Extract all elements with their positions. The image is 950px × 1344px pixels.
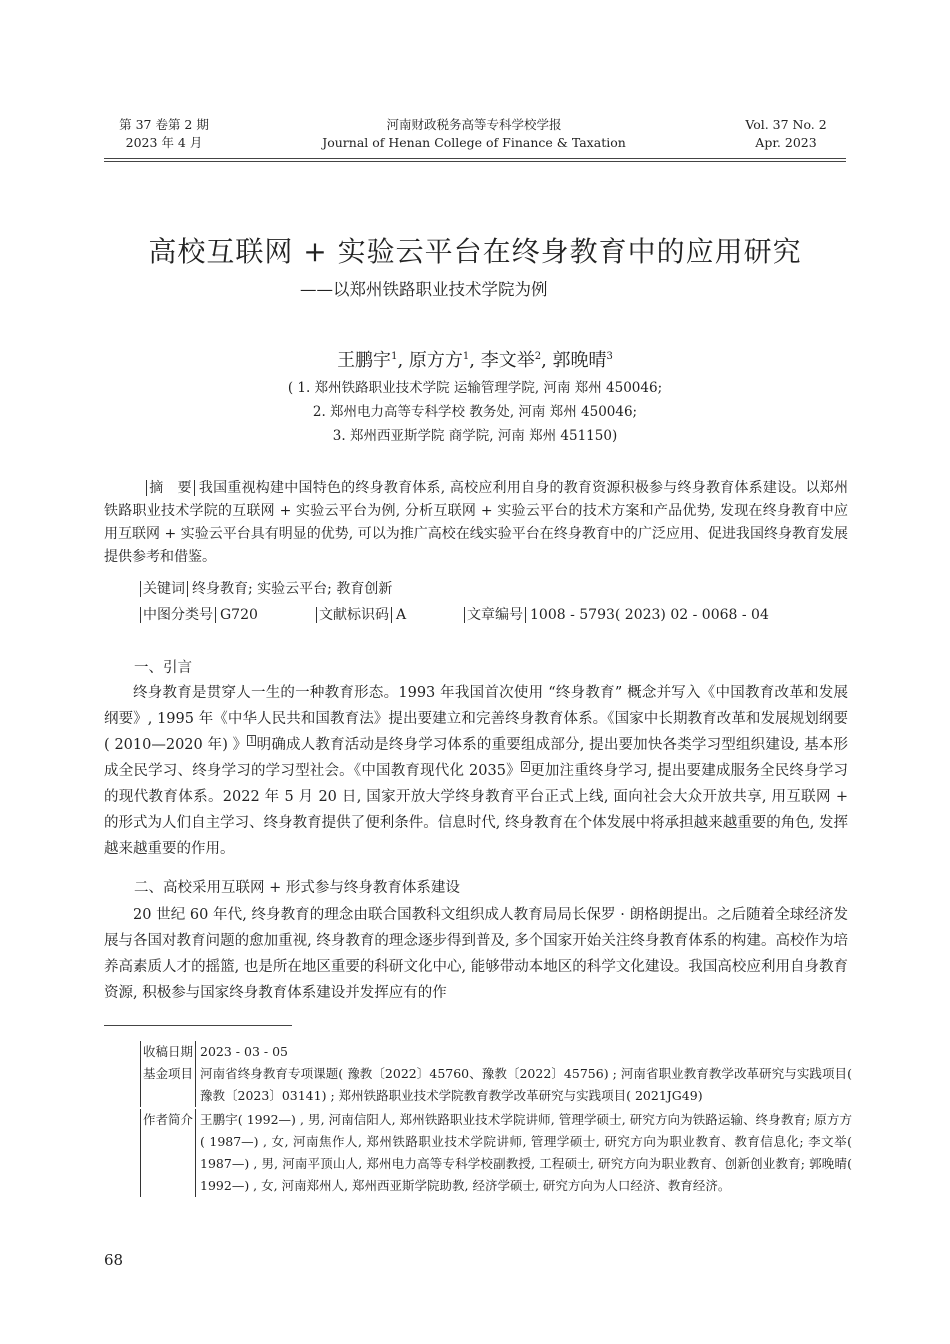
received-value: 2023 - 03 - 05 bbox=[200, 1044, 288, 1059]
abstract-label: 摘 要 bbox=[146, 480, 195, 496]
section-1-body bbox=[104, 680, 848, 862]
volume-info-en bbox=[726, 116, 846, 152]
affiliation-3: 3. 郑州西亚斯学院 商学院, 河南 郑州 451150) bbox=[332, 428, 618, 444]
paragraph-text: 终身教育是贯穿人一生的一种教育形态。1993 年我国首次使用 “终身教育” 概念并写入《中国教育改革和发展纲要》, 1995 年《中华人民共和国教育法》提出要建立和完善终身教育体系。《国家中长期教育改革和发展规划纲要( 2010—2020 年) 》 bbox=[104, 685, 848, 753]
volume-issue: 第 37 卷第 2 期 bbox=[119, 117, 209, 132]
page-number: 68 bbox=[104, 1251, 124, 1269]
author-bio-label: 作者简介 bbox=[140, 1109, 196, 1197]
volume-issue-en: Vol. 37 No. 2 bbox=[745, 117, 827, 132]
clc-label: 中图分类号 bbox=[140, 607, 216, 623]
author-affiliation-mark: 1 bbox=[462, 351, 470, 362]
paper-title: 高校互联网 + 实验云平台在终身教育中的应用研究 bbox=[148, 235, 802, 268]
paragraph bbox=[104, 680, 848, 862]
affiliation-2: 2. 郑州电力高等专科学校 教务处, 河南 郑州 450046; bbox=[312, 404, 638, 420]
author-affiliation-mark: 1 bbox=[391, 351, 398, 362]
journal-name bbox=[304, 116, 644, 152]
author-list: 王鹏宇$^1$, 原方方$^1$, 李文举$^2$, 郭晚晴$^3$ bbox=[337, 350, 613, 371]
section-heading-1: 一、引言 bbox=[134, 660, 192, 676]
section-heading-2: 二、高校采用互联网 + 形式参与终身教育体系建设 bbox=[134, 880, 460, 896]
fund-label: 基金项目 bbox=[140, 1063, 196, 1107]
volume-info bbox=[104, 116, 224, 152]
paragraph: 20 世纪 60 年代, 终身教育的理念由联合国教科文组织成人教育局局长保罗 · 朗格朗提出。之后随着全球经济发展与各国对教育问题的愈加重视, 终身教育的理念逐步得到普及, 多个国家开始关注终身教育体系的构建。高校作为培养高素质人才的摇篮, 也是所在地区重要的科研文化中心, 能够带动本地区的科学文化建设。我国高校应利用自身教育资源, 积极参与国家终身教育体系建设并发挥应有的作 bbox=[104, 907, 848, 1001]
keywords bbox=[140, 578, 840, 598]
header-divider bbox=[104, 158, 846, 162]
author-affiliation-mark: 3 bbox=[606, 351, 613, 362]
issue-date-en: Apr. 2023 bbox=[755, 135, 817, 150]
paper-subtitle: ——以郑州铁路职业技术学院为例 bbox=[300, 280, 548, 299]
footnote-authors bbox=[140, 1109, 852, 1197]
footnote-divider bbox=[104, 1025, 292, 1026]
author-name: 王鹏宇 bbox=[337, 350, 392, 371]
keywords-label: 关键词 bbox=[140, 581, 188, 597]
article-no-value: 1008 - 5793( 2023) 02 - 0068 - 04 bbox=[530, 607, 769, 623]
author-name: 原方方 bbox=[408, 350, 463, 371]
section-2-body bbox=[104, 902, 848, 1006]
fund-value: 河南省终身教育专项课题( 豫教〔2022〕45760、豫教〔2022〕45756) ; 河南省职业教育教学改革研究与实践项目( 豫教〔2023〕03141) ; 郑州铁路职业技术学院教育教学改革研究与实践项目( 2021JG49) bbox=[200, 1066, 852, 1103]
author-affiliation-mark: 2 bbox=[534, 351, 542, 362]
issue-date: 2023 年 4 月 bbox=[125, 135, 203, 150]
citation-ref[interactable]: 2 bbox=[522, 762, 528, 772]
doc-code-value: A bbox=[396, 607, 407, 623]
running-header bbox=[104, 116, 846, 160]
clc-value: G720 bbox=[220, 607, 258, 623]
journal-name-cn: 河南财政税务高等专科学校学报 bbox=[386, 117, 562, 132]
author-bio-value: 王鹏宇( 1992—) , 男, 河南信阳人, 郑州铁路职业技术学院讲师, 管理学硕士, 研究方向为铁路运输、终身教育; 原方方( 1987—) , 女, 河南焦作人, 郑州铁路职业技术学院讲师, 管理学硕士, 研究方向为职业教育、教育信息化; 李文举( 1987—) , 男, 河南平顶山人, 郑州电力高等专科学校副教授, 工程硕士, 研究方向为职业教育、创新创业教育; 郭晚晴( 1992—) , 女, 河南郑州人, 郑州西亚斯学院助教, 经济学硕士, 研究方向为人口经济、教育经济。 bbox=[200, 1112, 852, 1193]
footnote-fund bbox=[140, 1063, 852, 1107]
abstract bbox=[104, 477, 848, 569]
classification-line bbox=[140, 604, 840, 624]
keywords-text: 终身教育; 实验云平台; 教育创新 bbox=[192, 581, 393, 597]
affiliation-1: ( 1. 郑州铁路职业技术学院 运输管理学院, 河南 郑州 450046; bbox=[287, 380, 663, 396]
paragraph-text: 明确成人教育活动是终身学习体系的重要组成部分, 提出要加快各类学习型组织建设, 基本形成全民学习、终身学习的学习型社会。《中国教育现代化 2035》 bbox=[104, 737, 848, 779]
footnote-received bbox=[140, 1041, 852, 1063]
abstract-text: 我国重视构建中国特色的终身教育体系, 高校应利用自身的教育资源积极参与终身教育体系建设。以郑州铁路职业技术学院的互联网 + 实验云平台为例, 分析互联网 + 实验云平台的技术方案和产品优势, 发现在终身教育中应用互联网 + 实验云平台具有明显的优势, 可以为推广高校在线实验平台在终身教育中的广泛应用、促进我国终身教育发展提供参考和借鉴。 bbox=[104, 480, 848, 565]
article-no-label: 文章编号 bbox=[464, 607, 526, 623]
doc-code-label: 文献标识码 bbox=[316, 607, 392, 623]
citation-ref[interactable]: 1 bbox=[249, 736, 255, 746]
received-label: 收稿日期 bbox=[140, 1041, 196, 1063]
paragraph-text: 更加注重终身学习, 提出要建成服务全民终身学习的现代教育体系。2022 年 5 月 20 日, 国家开放大学终身教育平台正式上线, 面向社会大众开放共享, 用互联网 + 的形式为人们自主学习、终身教育提供了便利条件。信息时代, 终身教育在个体发展中将承担越来越重要的角色, 发挥越来越重要的作用。 bbox=[104, 763, 849, 857]
journal-name-en: Journal of Henan College of Finance & Taxation bbox=[322, 135, 626, 150]
author-name: 李文举 bbox=[480, 350, 535, 371]
author-name: 郭晚晴 bbox=[552, 350, 607, 371]
